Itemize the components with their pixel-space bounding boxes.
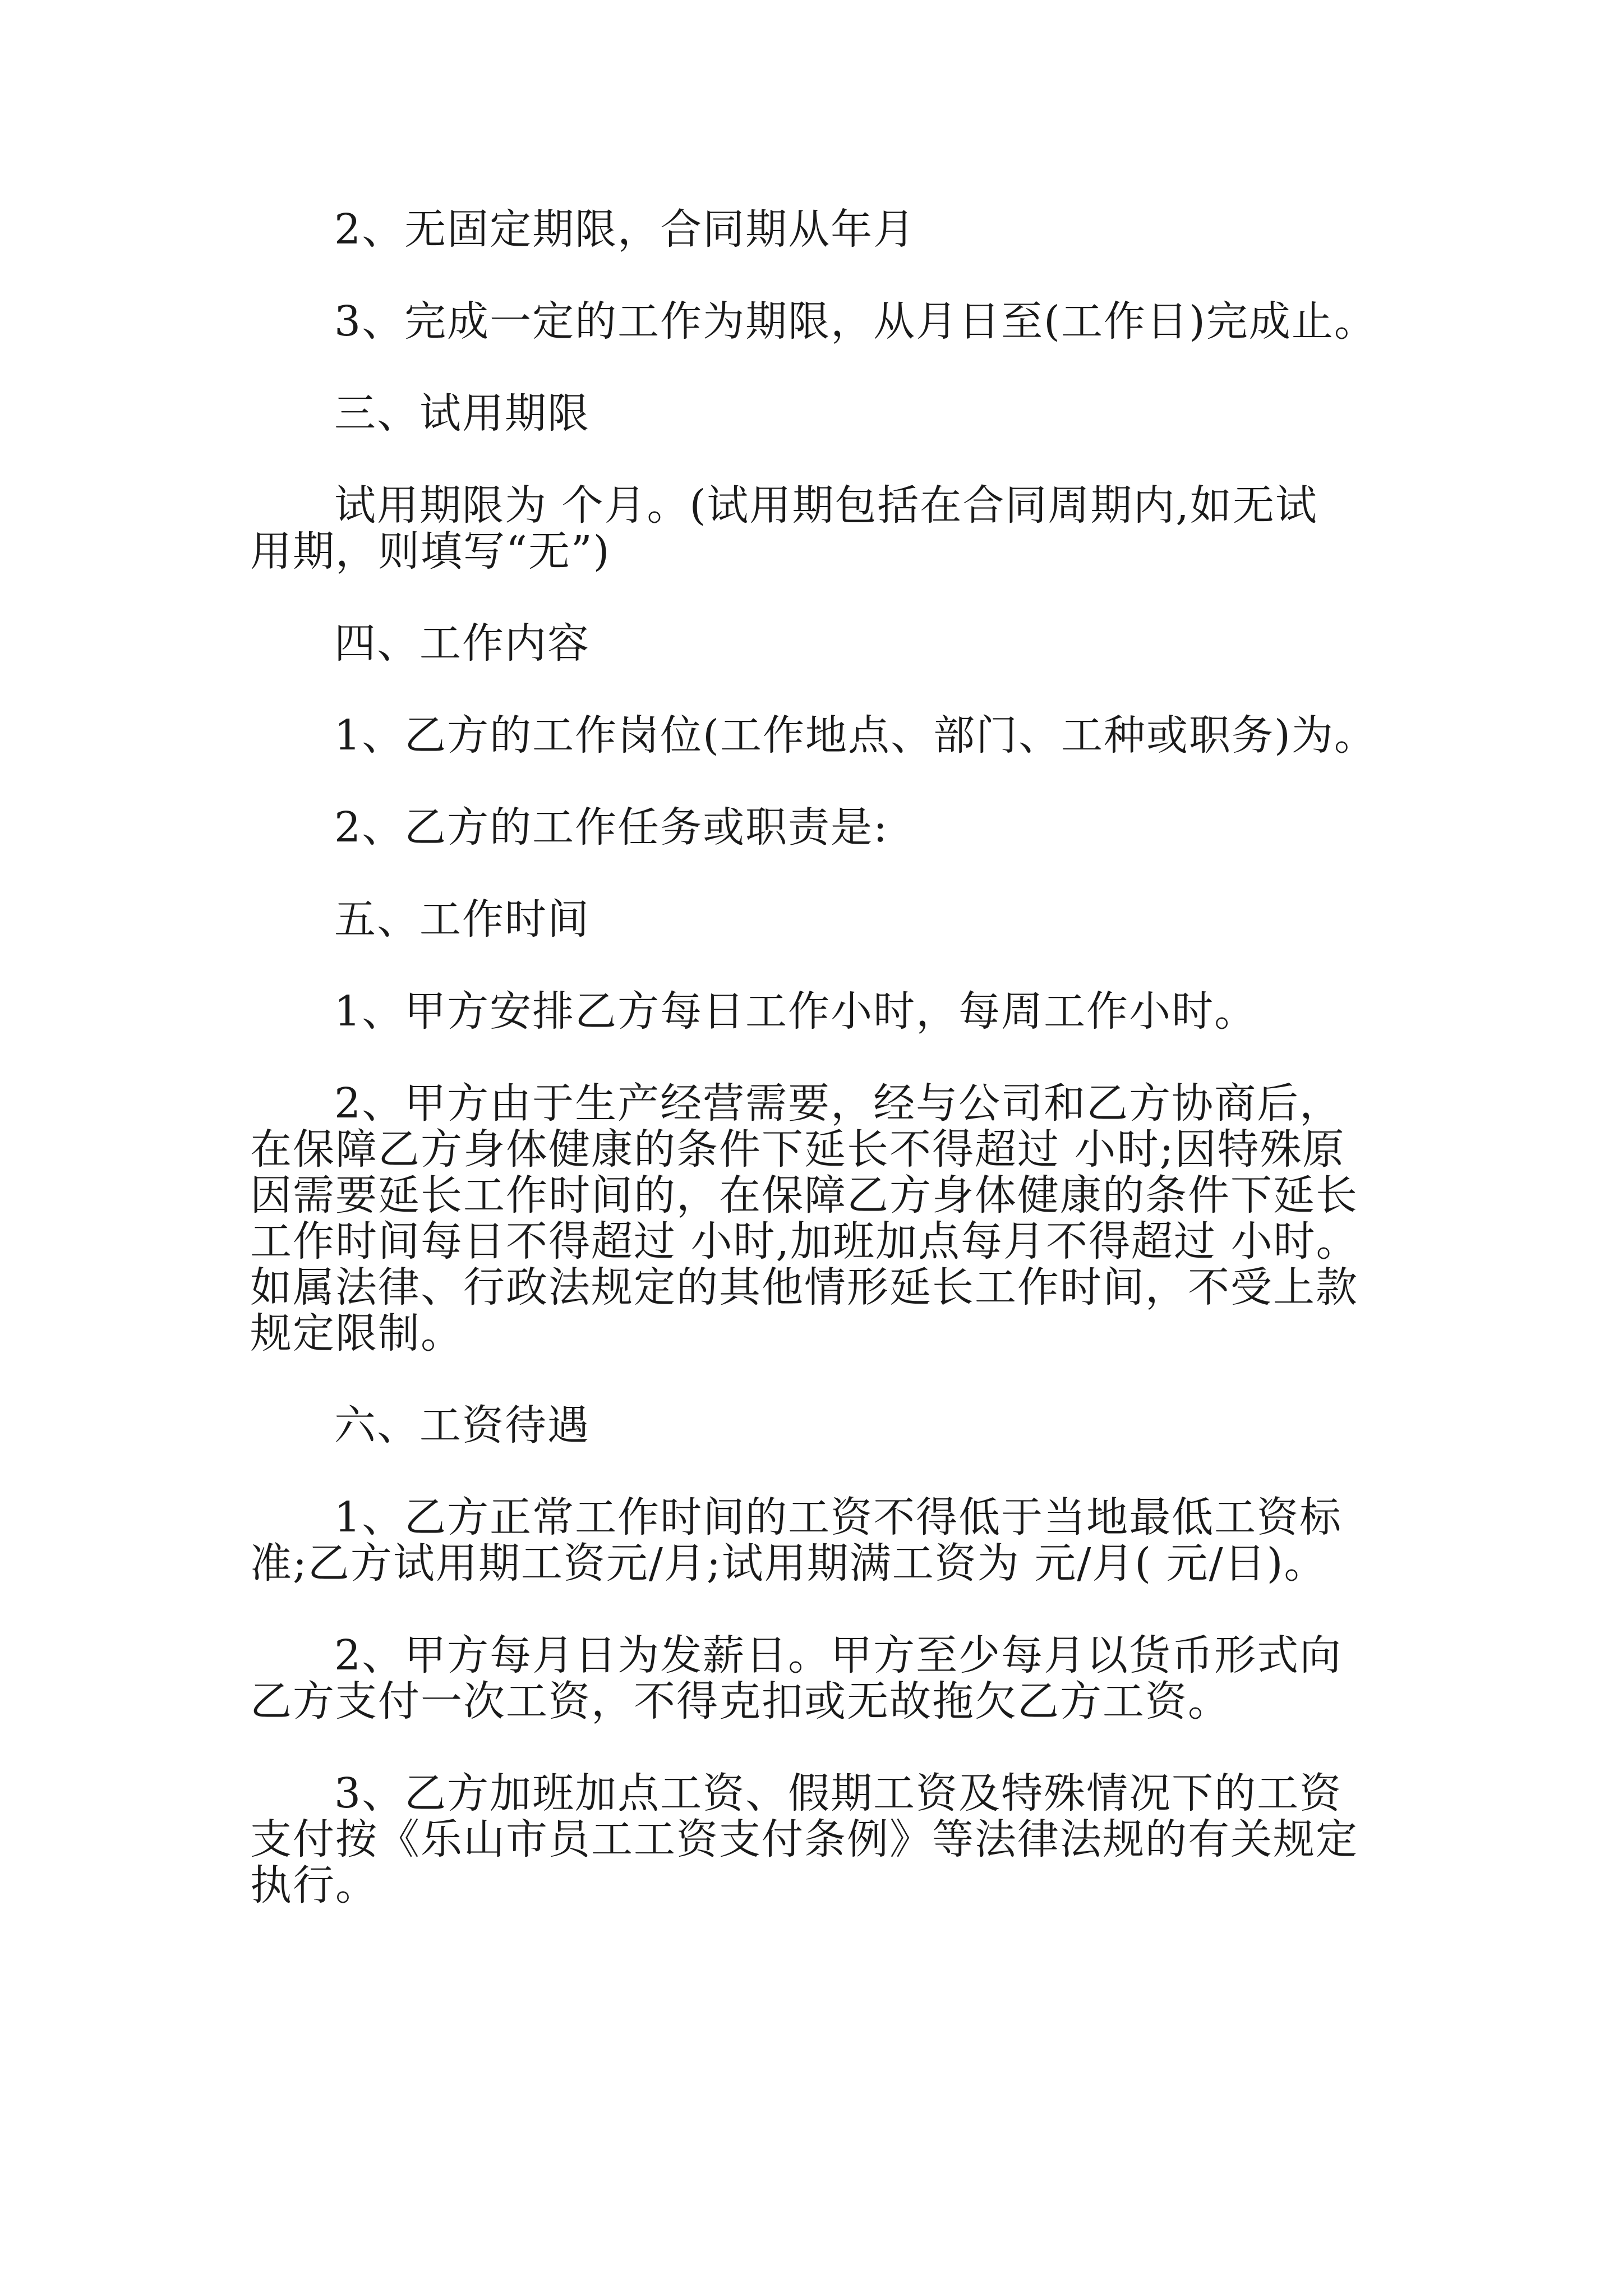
paragraph-line: 因需要延长工作时间的，在保障乙方身体健康的条件下延长 — [250, 1171, 1358, 1220]
paragraph-line: 1、乙方的工作岗位(工作地点、部门、工种或职务)为。 — [334, 711, 1377, 760]
paragraph-line: 乙方支付一次工资，不得克扣或无故拖欠乙方工资。 — [250, 1677, 1230, 1726]
paragraph-line: 在保障乙方身体健康的条件下延长不得超过 小时;因特殊原 — [250, 1125, 1345, 1174]
paragraph-line: 如属法律、行政法规定的其他情形延长工作时间，不受上款 — [250, 1263, 1358, 1312]
paragraph-line: 用期，则填写“无”) — [250, 527, 611, 576]
paragraph-line: 2、乙方的工作任务或职责是: — [334, 803, 889, 852]
document-body — [250, 206, 1405, 1908]
paragraph-line: 2、无固定期限，合同期从年月 — [334, 205, 916, 254]
paragraph-line: 1、乙方正常工作时间的工资不得低于当地最低工资标 — [334, 1493, 1343, 1542]
paragraph-line: 2、甲方每月日为发薪日。甲方至少每月以货币形式向 — [334, 1631, 1343, 1680]
paragraph-line: 准;乙方试用期工资元/月;试用期满工资为 元/月( 元/日)。 — [250, 1539, 1327, 1588]
paragraph-line: 工作时间每日不得超过 小时,加班加点每月不得超过 小时。 — [250, 1217, 1359, 1266]
paragraph-line: 2、甲方由于生产经营需要，经与公司和乙方协商后， — [334, 1079, 1343, 1128]
paragraph-line: 执行。 — [250, 1861, 378, 1910]
paragraph-line: 规定限制。 — [250, 1309, 463, 1358]
paragraph-line: 支付按《乐山市员工工资支付条例》等法律法规的有关规定 — [250, 1815, 1358, 1864]
paragraph-line: 1、甲方安排乙方每日工作小时，每周工作小时。 — [334, 987, 1257, 1036]
paragraph-line: 3、完成一定的工作为期限，从月日至(工作日)完成止。 — [334, 297, 1377, 346]
section-heading: 六、工资待遇 — [334, 1401, 590, 1450]
section-heading: 四、工作内容 — [334, 619, 590, 668]
paragraph-line: 试用期限为 个月。(试用期包括在合同周期内,如无试 — [334, 481, 1318, 530]
section-heading: 五、工作时间 — [334, 895, 590, 944]
section-heading: 三、试用期限 — [334, 389, 590, 438]
paragraph-line: 3、乙方加班加点工资、假期工资及特殊情况下的工资 — [334, 1769, 1343, 1818]
